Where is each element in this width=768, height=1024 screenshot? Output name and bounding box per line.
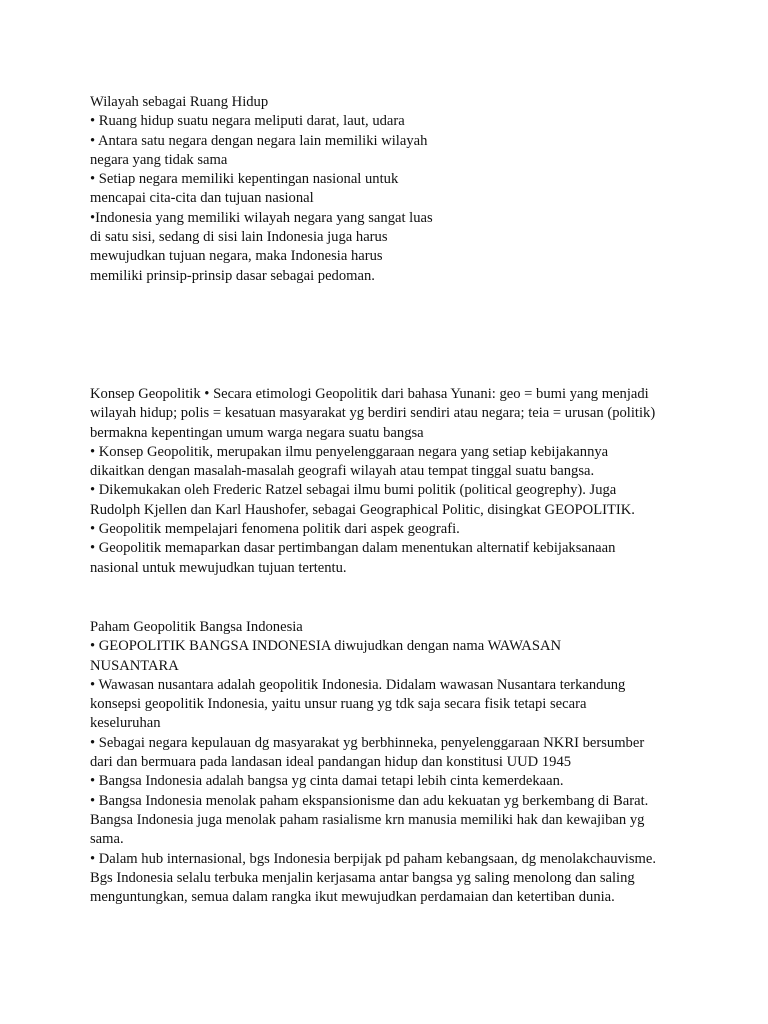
text-line: • Dikemukakan oleh Frederic Ratzel sebagai ilmu bumi politik (political geogrephy). Juga bbox=[90, 482, 617, 499]
text-line: bermakna kepentingan umum warga negara suatu bangsa bbox=[90, 424, 424, 441]
text-line: •Indonesia yang memiliki wilayah negara yang sangat luas bbox=[90, 209, 433, 226]
section-heading: Wilayah sebagai Ruang Hidup bbox=[90, 94, 269, 110]
text-line: • Konsep Geopolitik, merupakan ilmu penyelenggaraan negara yang setiap kebijakannya bbox=[90, 443, 609, 460]
text-line: • Geopolitik mempelajari fenomena politik dari aspek geografi. bbox=[90, 521, 460, 538]
text-line: mencapai cita-cita dan tujuan nasional bbox=[90, 190, 314, 207]
text-line: sama. bbox=[90, 831, 124, 848]
text-line: nasional untuk mewujudkan tujuan tertentu. bbox=[90, 559, 347, 576]
text-line: di satu sisi, sedang di sisi lain Indonesia juga harus bbox=[90, 229, 388, 246]
text-line: • Geopolitik memaparkan dasar pertimbangan dalam menentukan alternatif kebijaksanaan bbox=[90, 540, 616, 557]
section-paham-geopolitik-indonesia bbox=[90, 618, 656, 907]
text-line: dikaitkan dengan masalah-masalah geografi wilayah atau tempat tinggal suatu bangsa. bbox=[90, 463, 595, 480]
text-line: memiliki prinsip-prinsip dasar sebagai pedoman. bbox=[90, 267, 375, 284]
text-line: • Setiap negara memiliki kepentingan nasional untuk bbox=[90, 171, 399, 188]
text-line: Bangsa Indonesia juga menolak paham rasialisme krn manusia memiliki hak dan kewajiban yg bbox=[90, 811, 645, 828]
text-line: Rudolph Kjellen dan Karl Haushofer, sebagai Geographical Politic, disingkat GEOPOLITIK. bbox=[90, 501, 635, 518]
text-line: keseluruhan bbox=[90, 715, 161, 732]
text-line: Bgs Indonesia selalu terbuka menjalin kerjasama antar bangsa yg saling menolong dan saling bbox=[90, 869, 635, 886]
text-line: • Ruang hidup suatu negara meliputi darat, laut, udara bbox=[90, 113, 405, 130]
text-line: dari dan bermuara pada landasan ideal pandangan hidup dan konstitusi UUD 1945 bbox=[90, 754, 572, 771]
section-heading: Konsep Geopolitik • Secara etimologi Geopolitik dari bahasa Yunani: geo = bumi yang menjadi bbox=[90, 386, 649, 402]
section-heading: Paham Geopolitik Bangsa Indonesia bbox=[90, 619, 303, 635]
text-line: menguntungkan, semua dalam rangka ikut mewujudkan perdamaian dan ketertiban dunia. bbox=[90, 889, 615, 906]
section-konsep-geopolitik bbox=[90, 385, 655, 578]
text-line: wilayah hidup; polis = kesatuan masyarakat yg berdiri sendiri atau negara; teia = urusan (politik) bbox=[90, 405, 656, 422]
text-line: NUSANTARA bbox=[90, 657, 179, 674]
text-line: • Wawasan nusantara adalah geopolitik Indonesia. Didalam wawasan Nusantara terkandung bbox=[90, 676, 626, 693]
section-wilayah-ruang-hidup bbox=[90, 93, 433, 286]
text-line: • GEOPOLITIK BANGSA INDONESIA diwujudkan dengan nama WAWASAN bbox=[90, 638, 562, 655]
text-line: • Antara satu negara dengan negara lain memiliki wilayah bbox=[90, 132, 428, 149]
text-line: • Bangsa Indonesia adalah bangsa yg cinta damai tetapi lebih cinta kemerdekaan. bbox=[90, 773, 564, 790]
text-line: • Sebagai negara kepulauan dg masyarakat yg berbhinneka, penyelenggaraan NKRI bersumber bbox=[90, 734, 645, 751]
text-line: konsepsi geopolitik Indonesia, yaitu unsur ruang yg tdk saja secara fisik tetapi secara bbox=[90, 696, 587, 713]
text-line: mewujudkan tujuan negara, maka Indonesia harus bbox=[90, 248, 383, 265]
text-line: • Dalam hub internasional, bgs Indonesia berpijak pd paham kebangsaan, dg menolakchauvisme. bbox=[90, 850, 656, 867]
text-line: negara yang tidak sama bbox=[90, 151, 228, 168]
text-line: • Bangsa Indonesia menolak paham ekspansionisme dan adu kekuatan yg berkembang di Barat. bbox=[90, 792, 649, 809]
